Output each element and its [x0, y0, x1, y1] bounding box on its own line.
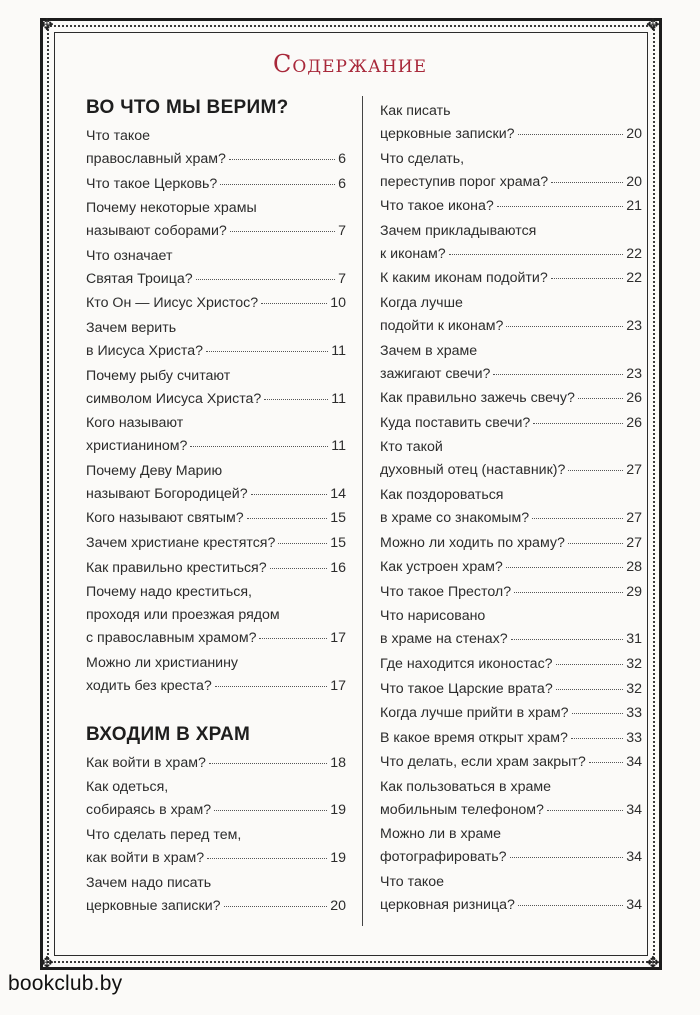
toc-entry-text: Почему Деву Марию — [86, 462, 223, 479]
dot-leader — [497, 206, 623, 207]
toc-page-number: 7 — [338, 270, 346, 287]
toc-page-number: 27 — [626, 509, 642, 526]
dot-leader — [510, 857, 624, 858]
toc-entry-line — [86, 220, 346, 243]
toc-entry[interactable] — [86, 532, 346, 555]
toc-entry-line — [86, 507, 346, 530]
dot-leader — [251, 494, 328, 495]
toc-entry-text: Как писать — [380, 103, 451, 119]
toc-page-number: 29 — [626, 583, 642, 600]
toc-entry[interactable] — [86, 507, 346, 530]
toc-page-number: 28 — [626, 559, 642, 576]
toc-entry-line — [380, 727, 642, 750]
dot-leader — [207, 858, 327, 859]
toc-entry[interactable] — [380, 823, 642, 869]
toc-entry-line — [380, 894, 642, 917]
toc-entry-text: Как поздороваться — [380, 486, 504, 503]
toc-entry-line — [86, 557, 346, 580]
toc-entry-text: Кто Он — Иисус Христос? — [86, 295, 259, 312]
toc-entry[interactable] — [380, 436, 642, 482]
toc-entry[interactable] — [380, 292, 642, 338]
toc-entry[interactable] — [86, 197, 346, 243]
toc-entry-line — [380, 267, 642, 290]
column-divider — [362, 96, 363, 926]
dot-leader — [449, 254, 624, 255]
toc-entry-line — [380, 702, 642, 725]
toc-entry-text: Как войти в храм? — [86, 754, 206, 771]
toc-entry-text: ходить без креста? — [86, 677, 212, 694]
dot-leader — [264, 399, 328, 400]
dot-leader — [224, 906, 328, 907]
toc-entry-text: переступив порог храма? — [380, 173, 549, 190]
toc-page-number: 17 — [330, 677, 346, 694]
toc-page-number: 16 — [330, 559, 346, 576]
toc-entry-text: Куда поставить свечи? — [380, 414, 531, 431]
toc-entry-line — [380, 243, 642, 266]
toc-entry-text: Что делать, если храм закрыт? — [380, 754, 586, 771]
toc-entry-line — [380, 532, 642, 555]
toc-entry-line — [86, 268, 346, 291]
toc-entry-text: к иконам? — [380, 245, 446, 262]
toc-entry-line — [380, 387, 642, 410]
toc-page-number: 22 — [626, 270, 642, 287]
toc-page-number: 19 — [330, 849, 346, 866]
toc-entry-text: Как правильно креститься? — [86, 559, 267, 576]
toc-page-number: 34 — [626, 849, 642, 866]
toc-entry-text: Зачем прикладываются — [380, 222, 537, 239]
toc-entry-text: зажигают свечи? — [380, 365, 491, 382]
toc-entry-line — [380, 678, 642, 701]
toc-entry-text: Почему надо креститься, — [86, 584, 252, 601]
toc-entry-text: Что такое — [380, 874, 445, 891]
toc-page-number: 20 — [330, 897, 346, 914]
toc-page-number: 23 — [626, 365, 642, 382]
watermark: bookclub.by — [8, 972, 123, 995]
toc-entry-text: Святая Троица? — [86, 270, 193, 287]
toc-entry-text: называют соборами? — [86, 223, 227, 240]
dot-leader — [518, 905, 623, 906]
dot-leader — [220, 184, 335, 185]
section-heading: ВО ЧТО МЫ ВЕРИМ? — [86, 97, 289, 118]
toc-page-number: 11 — [331, 342, 346, 359]
toc-page-number: 18 — [330, 754, 346, 771]
toc-entry[interactable] — [380, 148, 642, 194]
toc-entry[interactable] — [380, 220, 642, 266]
toc-entry[interactable] — [380, 605, 642, 651]
dot-leader — [551, 278, 624, 279]
toc-page-number: 23 — [626, 317, 642, 334]
toc-entry-text: Можно ли в храме — [380, 826, 502, 843]
toc-entry-text: Зачем христиане крестятся? — [86, 534, 276, 551]
toc-entry[interactable] — [380, 387, 642, 410]
toc-entry-line — [380, 507, 642, 530]
dot-leader — [514, 592, 623, 593]
toc-entry-text: Что такое икона? — [380, 198, 494, 215]
toc-entry-text: Почему рыбу считают — [86, 367, 231, 384]
section-entries — [86, 752, 346, 918]
toc-entry-text: Можно ли христианину — [86, 654, 239, 671]
toc-entry-text: в храме на стенах? — [380, 631, 508, 648]
toc-entry-text: символом Иисуса Христа? — [86, 390, 262, 407]
toc-entry-text: с православным храмом? — [86, 630, 257, 647]
toc-page-number: 33 — [626, 729, 642, 746]
toc-page-number: 14 — [330, 485, 346, 502]
dot-leader — [511, 639, 624, 640]
toc-entry-text: подойти к иконам? — [380, 317, 504, 334]
toc-entry[interactable] — [380, 871, 642, 917]
dot-leader — [493, 374, 623, 375]
toc-entry-text: Можно ли ходить по храму? — [380, 534, 565, 551]
toc-page-number: 11 — [331, 438, 346, 455]
dot-leader — [190, 446, 328, 447]
dot-leader — [215, 686, 327, 687]
toc-entry-line — [380, 195, 642, 218]
toc-entry-line — [380, 653, 642, 676]
toc-entry[interactable] — [380, 751, 642, 774]
toc-entry-text: Кого называют святым? — [86, 510, 244, 527]
page-title: Содержание — [272, 50, 427, 78]
toc-page-number: 7 — [338, 223, 346, 240]
toc-entry[interactable] — [86, 752, 346, 775]
toc-entry-line — [86, 752, 346, 775]
toc-entry-line — [86, 173, 346, 196]
toc-page-number: 6 — [338, 151, 346, 167]
toc-entry[interactable] — [86, 557, 346, 580]
toc-entry-text: Где находится иконостас? — [380, 655, 553, 672]
dot-leader — [270, 568, 328, 569]
toc-entry-text: Как одеться, — [86, 779, 169, 796]
toc-page-number: 34 — [626, 897, 642, 914]
corner-ornament-icon: ✥ — [646, 953, 660, 972]
toc-entry[interactable] — [86, 292, 346, 315]
toc-entry-text: Как правильно зажечь свечу? — [380, 390, 575, 407]
toc-entry[interactable] — [86, 872, 346, 918]
toc-entry-text: называют Богородицей? — [86, 485, 248, 502]
toc-entry-text: К каким иконам подойти? — [380, 270, 548, 287]
toc-page-number: 26 — [626, 390, 642, 407]
toc-entry-line — [380, 846, 642, 869]
dot-leader — [571, 738, 623, 739]
toc-entry-text: Что означает — [86, 247, 173, 264]
toc-entry-text: христианином? — [86, 438, 188, 455]
toc-page-number: 32 — [626, 655, 642, 672]
toc-page-number: 20 — [626, 126, 642, 142]
toc-entry[interactable] — [380, 100, 642, 146]
dot-leader — [589, 762, 623, 763]
toc-page-number: 27 — [626, 462, 642, 479]
toc-entry-text: Что сделать, — [380, 150, 465, 167]
dot-leader — [247, 518, 328, 519]
dot-leader — [572, 713, 624, 714]
toc-entry[interactable] — [86, 412, 346, 458]
toc-entry-line — [380, 363, 642, 386]
toc-entry-text: Почему некоторые храмы — [86, 200, 257, 217]
toc-entry[interactable] — [86, 581, 346, 650]
toc-entry-text: Что нарисовано — [380, 608, 486, 625]
dot-leader — [278, 543, 327, 544]
dot-leader — [209, 763, 327, 764]
toc-page-number: 10 — [330, 295, 346, 312]
dot-leader — [259, 638, 327, 639]
dot-leader — [568, 543, 623, 544]
dot-leader — [568, 470, 623, 471]
toc-entry-text: собираясь в храм? — [86, 802, 212, 819]
dot-leader — [578, 398, 623, 399]
corner-ornament-icon: ✥ — [646, 15, 660, 34]
toc-entry-line — [380, 581, 642, 604]
toc-entry-line — [86, 675, 346, 698]
toc-page-number: 15 — [330, 534, 346, 551]
toc-page-number: 21 — [626, 198, 642, 215]
toc-left-column — [86, 97, 346, 919]
toc-entry[interactable] — [380, 727, 642, 750]
toc-page-number: 20 — [626, 173, 642, 190]
section-entries — [380, 100, 642, 917]
toc-entry-text: Когда лучше прийти в храм? — [380, 705, 569, 722]
dot-leader — [518, 134, 624, 135]
toc-entry[interactable] — [380, 653, 642, 676]
toc-entry-text: Что такое — [86, 128, 151, 144]
toc-page-number: 34 — [626, 754, 642, 771]
toc-entry-text: церковные записки? — [380, 126, 515, 142]
toc-entry-line — [380, 556, 642, 579]
toc-entry-text: церковная ризница? — [380, 897, 515, 914]
toc-entry-text: духовный отец (наставник)? — [380, 462, 566, 479]
toc-entry[interactable] — [380, 267, 642, 290]
dot-leader — [556, 689, 624, 690]
toc-entry-line — [86, 895, 346, 918]
toc-entry[interactable] — [86, 245, 346, 291]
toc-entry-text: православный храм? — [86, 151, 226, 167]
toc-entry[interactable] — [380, 556, 642, 579]
toc-page-number: 22 — [626, 245, 642, 262]
corner-ornament-icon: ✥ — [40, 953, 54, 972]
toc-entry-text: Когда лучше — [380, 294, 463, 311]
toc-entry-line — [86, 847, 346, 870]
toc-entry-text: в храме со знакомым? — [380, 509, 530, 526]
toc-entry-line — [380, 628, 642, 651]
toc-entry[interactable] — [380, 412, 642, 435]
toc-entry-text: Что сделать перед тем, — [86, 826, 242, 843]
toc-entry-text: Что такое Царские врата? — [380, 680, 553, 697]
dot-leader — [551, 182, 623, 183]
toc-entry-line — [86, 292, 346, 315]
toc-entry[interactable] — [86, 317, 346, 363]
toc-entry-line — [86, 627, 346, 650]
dot-leader — [506, 326, 623, 327]
toc-right-column — [380, 100, 642, 919]
toc-page-number: 6 — [338, 175, 346, 192]
corner-ornament-icon: ✥ — [40, 15, 54, 34]
toc-entry-text: Кто такой — [380, 439, 443, 456]
toc-entry[interactable] — [86, 652, 346, 698]
section-heading: ВХОДИМ В ХРАМ — [86, 723, 251, 745]
dot-leader — [230, 231, 335, 232]
toc-page-number: 33 — [626, 705, 642, 722]
toc-entry[interactable] — [86, 173, 346, 196]
toc-entry-text: Кого называют — [86, 415, 184, 432]
toc-entry-line — [380, 412, 642, 435]
toc-entry[interactable] — [380, 484, 642, 530]
toc-entry[interactable] — [380, 702, 642, 725]
toc-page-number: 26 — [626, 414, 642, 431]
toc-entry-text: Что такое Престол? — [380, 583, 512, 600]
toc-entry-line — [86, 532, 346, 555]
toc-entry-line — [86, 148, 346, 171]
toc-entry[interactable] — [380, 532, 642, 555]
toc-page-number: 27 — [626, 534, 642, 551]
toc-entry-line — [380, 123, 642, 146]
toc-entry[interactable] — [380, 581, 642, 604]
toc-page-number: 19 — [330, 802, 346, 819]
toc-entry-text: мобильным телефоном? — [380, 801, 544, 818]
dot-leader — [547, 810, 623, 811]
toc-entry[interactable] — [86, 776, 346, 822]
toc-entry-line — [380, 315, 642, 338]
toc-page-number: 17 — [330, 630, 346, 647]
toc-entry-text: Как устроен храм? — [380, 559, 503, 576]
toc-entry[interactable] — [86, 824, 346, 870]
dot-leader — [196, 279, 335, 280]
toc-entry-line — [86, 340, 346, 363]
toc-entry[interactable] — [86, 365, 346, 411]
toc-entry-text: церковные записки? — [86, 897, 221, 914]
toc-entry-text: фотографировать? — [380, 849, 507, 866]
toc-entry[interactable] — [380, 776, 642, 822]
section-entries — [86, 125, 346, 698]
toc-entry-line — [380, 459, 642, 482]
toc-entry-text: Зачем верить — [86, 319, 177, 336]
toc-page-number: 34 — [626, 801, 642, 818]
toc-entry-line — [86, 388, 346, 411]
toc-entry-text: Зачем надо писать — [86, 874, 212, 891]
toc-page-number: 31 — [626, 631, 642, 648]
toc-entry-line — [380, 799, 642, 822]
dot-leader — [506, 567, 623, 568]
toc-entry-line — [86, 799, 346, 822]
dot-leader — [556, 664, 624, 665]
toc-entry[interactable] — [86, 460, 346, 506]
toc-page-number: 11 — [331, 390, 346, 407]
dot-leader — [206, 351, 328, 352]
toc-entry-text: в Иисуса Христа? — [86, 342, 204, 359]
toc-entry-text: Как пользоваться в храме — [380, 778, 552, 795]
dot-leader — [261, 303, 327, 304]
toc-entry-line — [86, 483, 346, 506]
toc-entry[interactable] — [380, 340, 642, 386]
dot-leader — [532, 518, 623, 519]
toc-page-number: 15 — [330, 510, 346, 527]
toc-entry[interactable] — [380, 678, 642, 701]
toc-entry-text: Что такое Церковь? — [86, 175, 218, 192]
toc-entry-text: Зачем в храме — [380, 342, 478, 359]
toc-entry-text: В какое время открыт храм? — [380, 729, 568, 746]
toc-entry-line — [380, 751, 642, 774]
dot-leader — [214, 810, 327, 811]
toc-entry[interactable] — [86, 125, 346, 171]
toc-page-number: 32 — [626, 680, 642, 697]
toc-entry-line — [380, 171, 642, 194]
toc-entry-text: проходя или проезжая рядом — [86, 607, 280, 624]
toc-entry-text: как войти в храм? — [86, 849, 205, 866]
dot-leader — [229, 159, 335, 160]
dot-leader — [533, 423, 623, 424]
toc-entry-line — [86, 435, 346, 458]
toc-entry[interactable] — [380, 195, 642, 218]
